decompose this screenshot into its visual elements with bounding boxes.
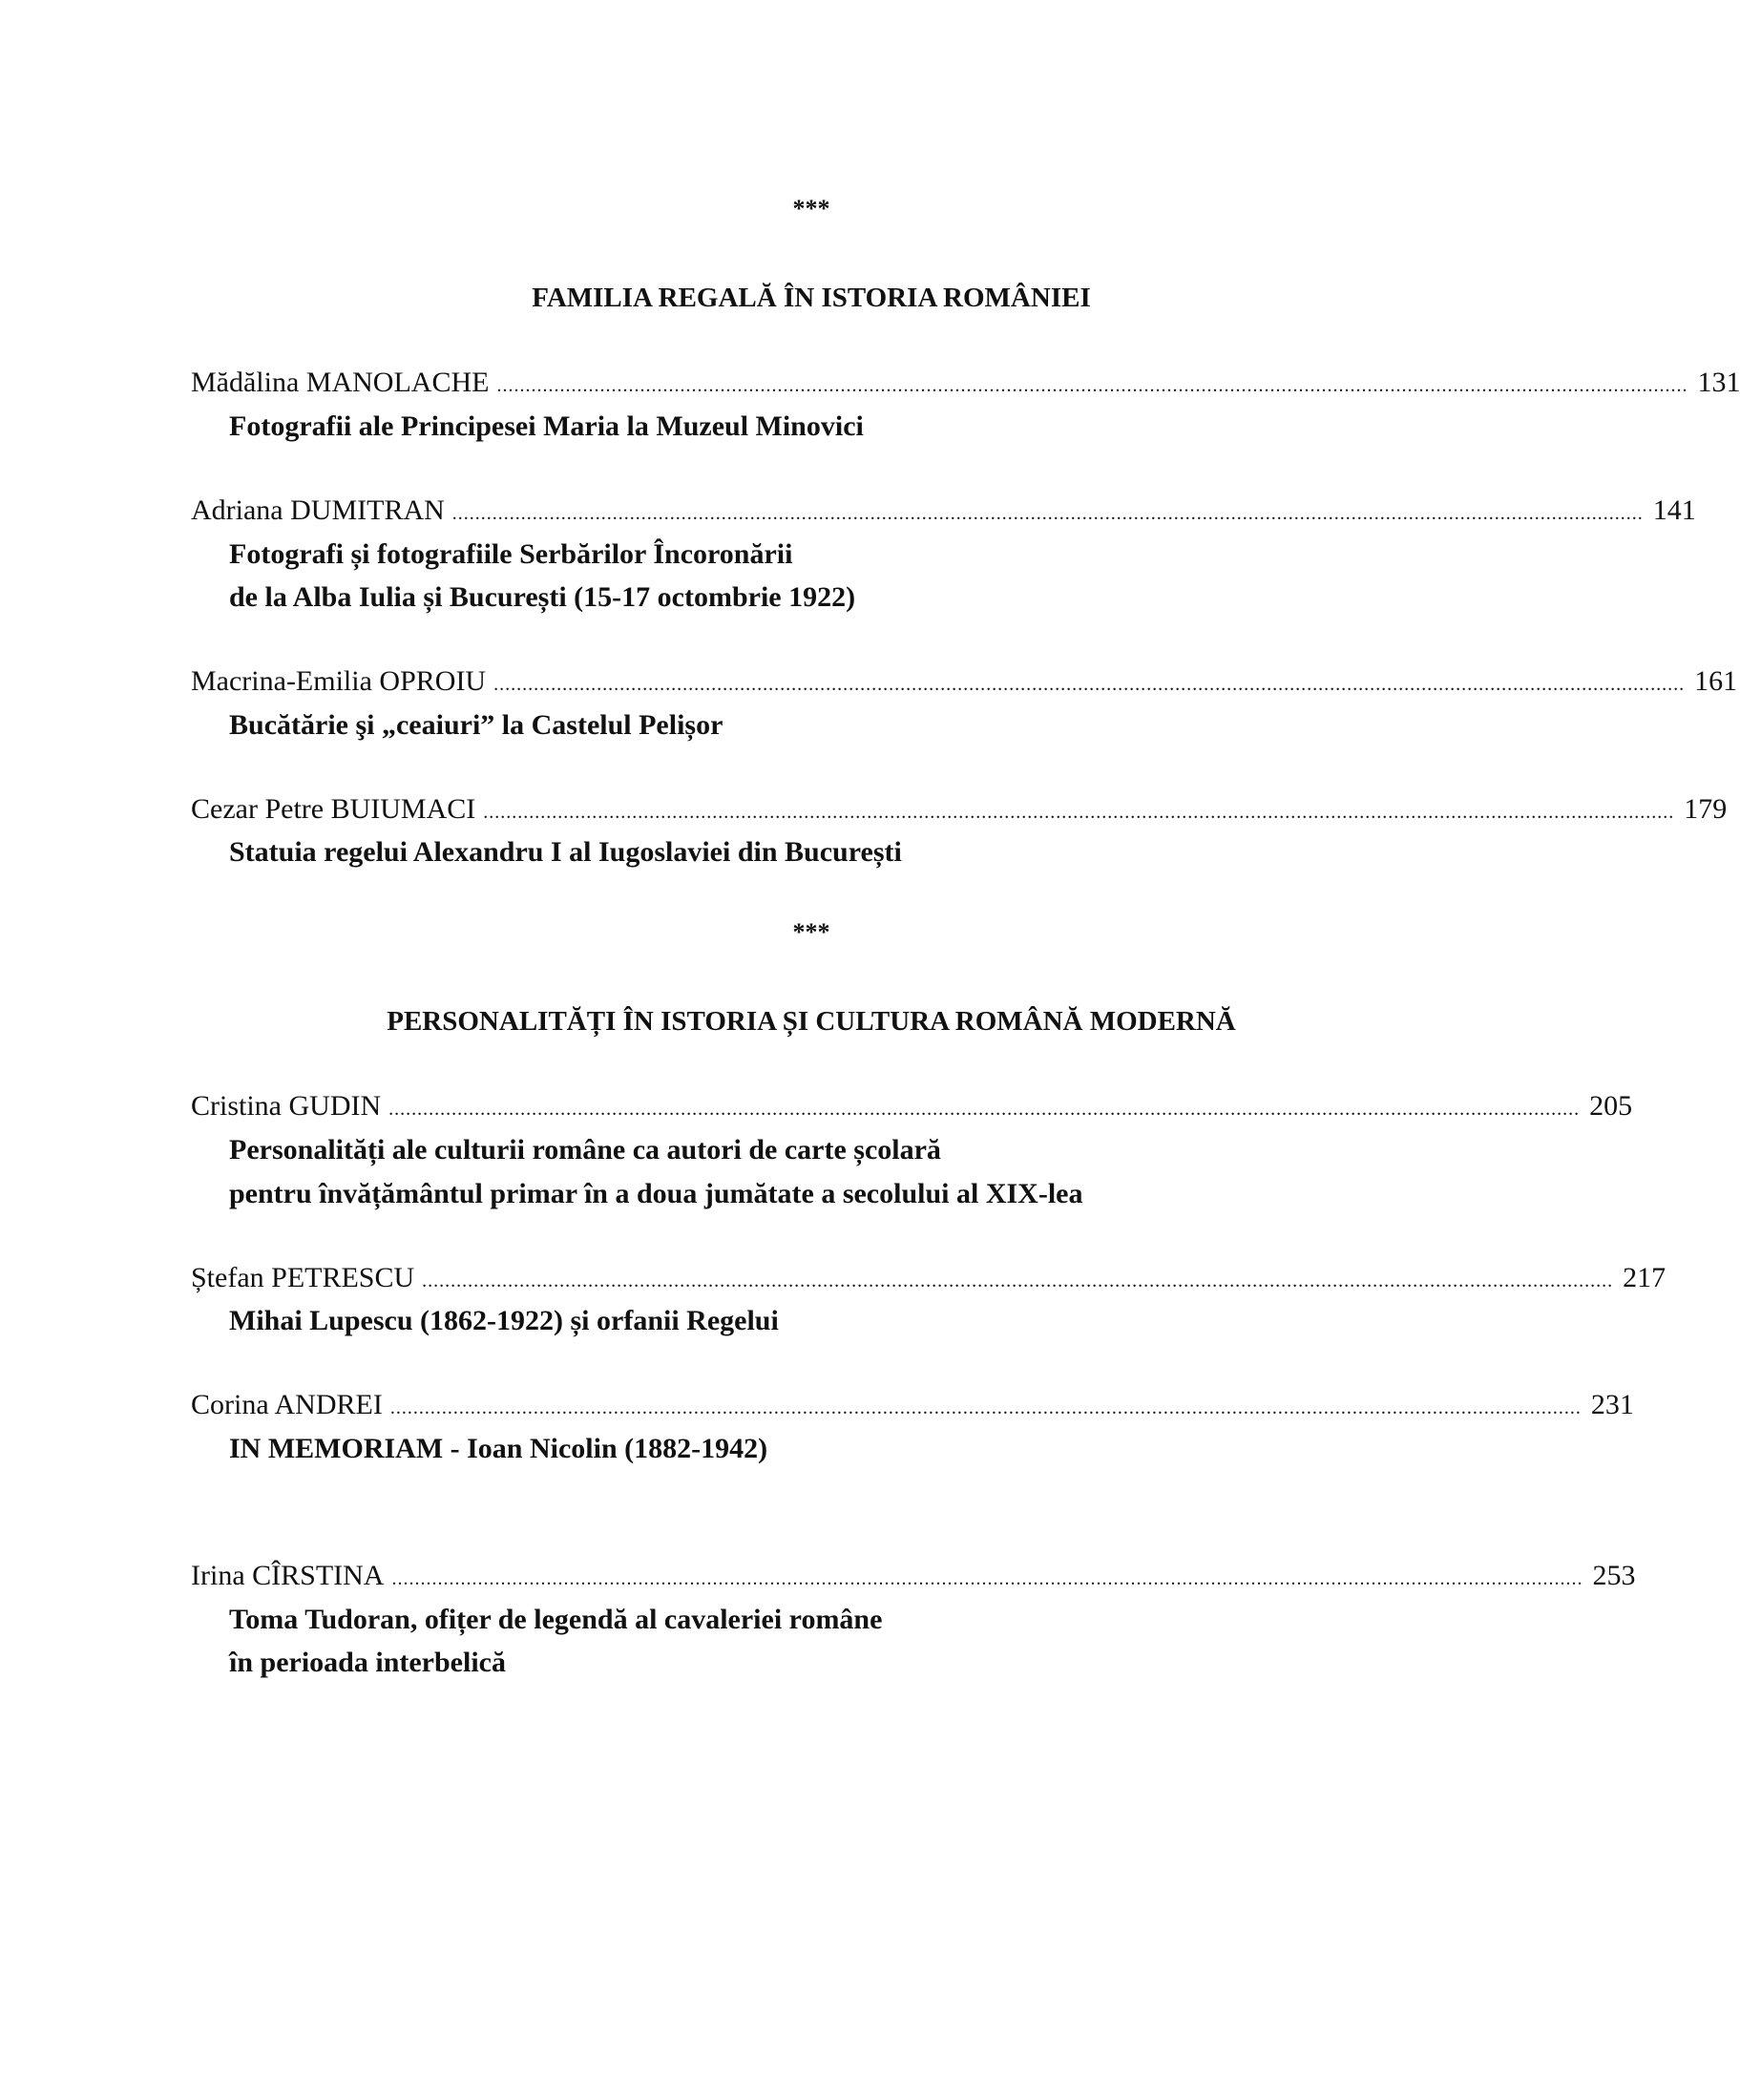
entry-title: pentru învățământul primar în a doua jumătate a secolului al XIX-lea bbox=[229, 1178, 1083, 1209]
section-separator: *** bbox=[792, 195, 830, 222]
toc-entry[interactable] bbox=[191, 494, 1696, 527]
section-separator: *** bbox=[792, 918, 830, 946]
leader-dots: ................................................................................................................................................................................................................ bbox=[389, 1397, 1582, 1418]
leader-dots: ................................................................................................................................................................................................................ bbox=[422, 1270, 1614, 1292]
entry-page-number: 179 bbox=[1684, 793, 1728, 825]
entry-page-number: 161 bbox=[1694, 665, 1738, 697]
section-title-personalities: PERSONALITĂȚI ÎN ISTORIA ȘI CULTURA ROMÂNĂ MODERNĂ bbox=[387, 1006, 1236, 1037]
entry-title: în perioada interbelică bbox=[229, 1647, 506, 1678]
entry-title: Mihai Lupescu (1862-1922) și orfanii Regelui bbox=[229, 1305, 779, 1336]
entry-title: Toma Tudoran, ofițer de legendă al cavaleriei române bbox=[229, 1604, 883, 1635]
entry-author: Cristina GUDIN bbox=[191, 1090, 382, 1122]
leader-dots: ................................................................................................................................................................................................................ bbox=[493, 674, 1686, 695]
entry-title: Fotografi și fotografiile Serbărilor Încoronării bbox=[229, 538, 793, 570]
entry-title: de la Alba Iulia și București (15-17 octombrie 1922) bbox=[229, 581, 856, 613]
entry-title: Fotografii ale Principesei Maria la Muzeul Minovici bbox=[229, 410, 864, 442]
toc-entry[interactable] bbox=[191, 1389, 1634, 1421]
leader-dots: ................................................................................................................................................................................................................ bbox=[391, 1568, 1583, 1589]
section-title-royal-family: FAMILIA REGALĂ ÎN ISTORIA ROMÂNIEI bbox=[532, 283, 1091, 313]
entry-page-number: 205 bbox=[1589, 1090, 1633, 1122]
entry-title: IN MEMORIAM - Ioan Nicolin (1882-1942) bbox=[229, 1433, 768, 1464]
entry-title: Bucătărie şi „ceaiuri” la Castelul Pelișor bbox=[229, 709, 723, 741]
entry-title: Statuia regelui Alexandru I al Iugoslaviei din București bbox=[229, 836, 902, 868]
entry-author: Mădălina MANOLACHE bbox=[191, 367, 490, 398]
leader-dots: ................................................................................................................................................................................................................ bbox=[496, 375, 1688, 396]
entry-author: Macrina-Emilia OPROIU bbox=[191, 665, 487, 697]
toc-entry[interactable] bbox=[191, 1560, 1636, 1592]
entry-page-number: 253 bbox=[1592, 1560, 1636, 1591]
toc-entry[interactable] bbox=[191, 1262, 1667, 1294]
toc-entry[interactable] bbox=[191, 367, 1740, 399]
entry-page-number: 131 bbox=[1697, 367, 1740, 398]
entry-author: Adriana DUMITRAN bbox=[191, 494, 445, 526]
entry-author: Cezar Petre BUIUMACI bbox=[191, 793, 476, 825]
entry-author: Corina ANDREI bbox=[191, 1389, 383, 1420]
entry-page-number: 217 bbox=[1623, 1262, 1667, 1293]
leader-dots: ................................................................................................................................................................................................................ bbox=[451, 503, 1644, 524]
toc-entry[interactable] bbox=[191, 1090, 1633, 1123]
toc-entry[interactable] bbox=[191, 665, 1738, 698]
leader-dots: ................................................................................................................................................................................................................ bbox=[483, 802, 1675, 823]
entry-title: Personalități ale culturii române ca autori de carte școlară bbox=[229, 1134, 941, 1166]
entry-author: Ștefan PETRESCU bbox=[191, 1262, 415, 1293]
entry-page-number: 231 bbox=[1590, 1389, 1634, 1420]
entry-author: Irina CÎRSTINA bbox=[191, 1560, 385, 1591]
toc-entry[interactable] bbox=[191, 793, 1728, 826]
entry-page-number: 141 bbox=[1652, 494, 1696, 526]
leader-dots: ................................................................................................................................................................................................................ bbox=[388, 1099, 1581, 1120]
